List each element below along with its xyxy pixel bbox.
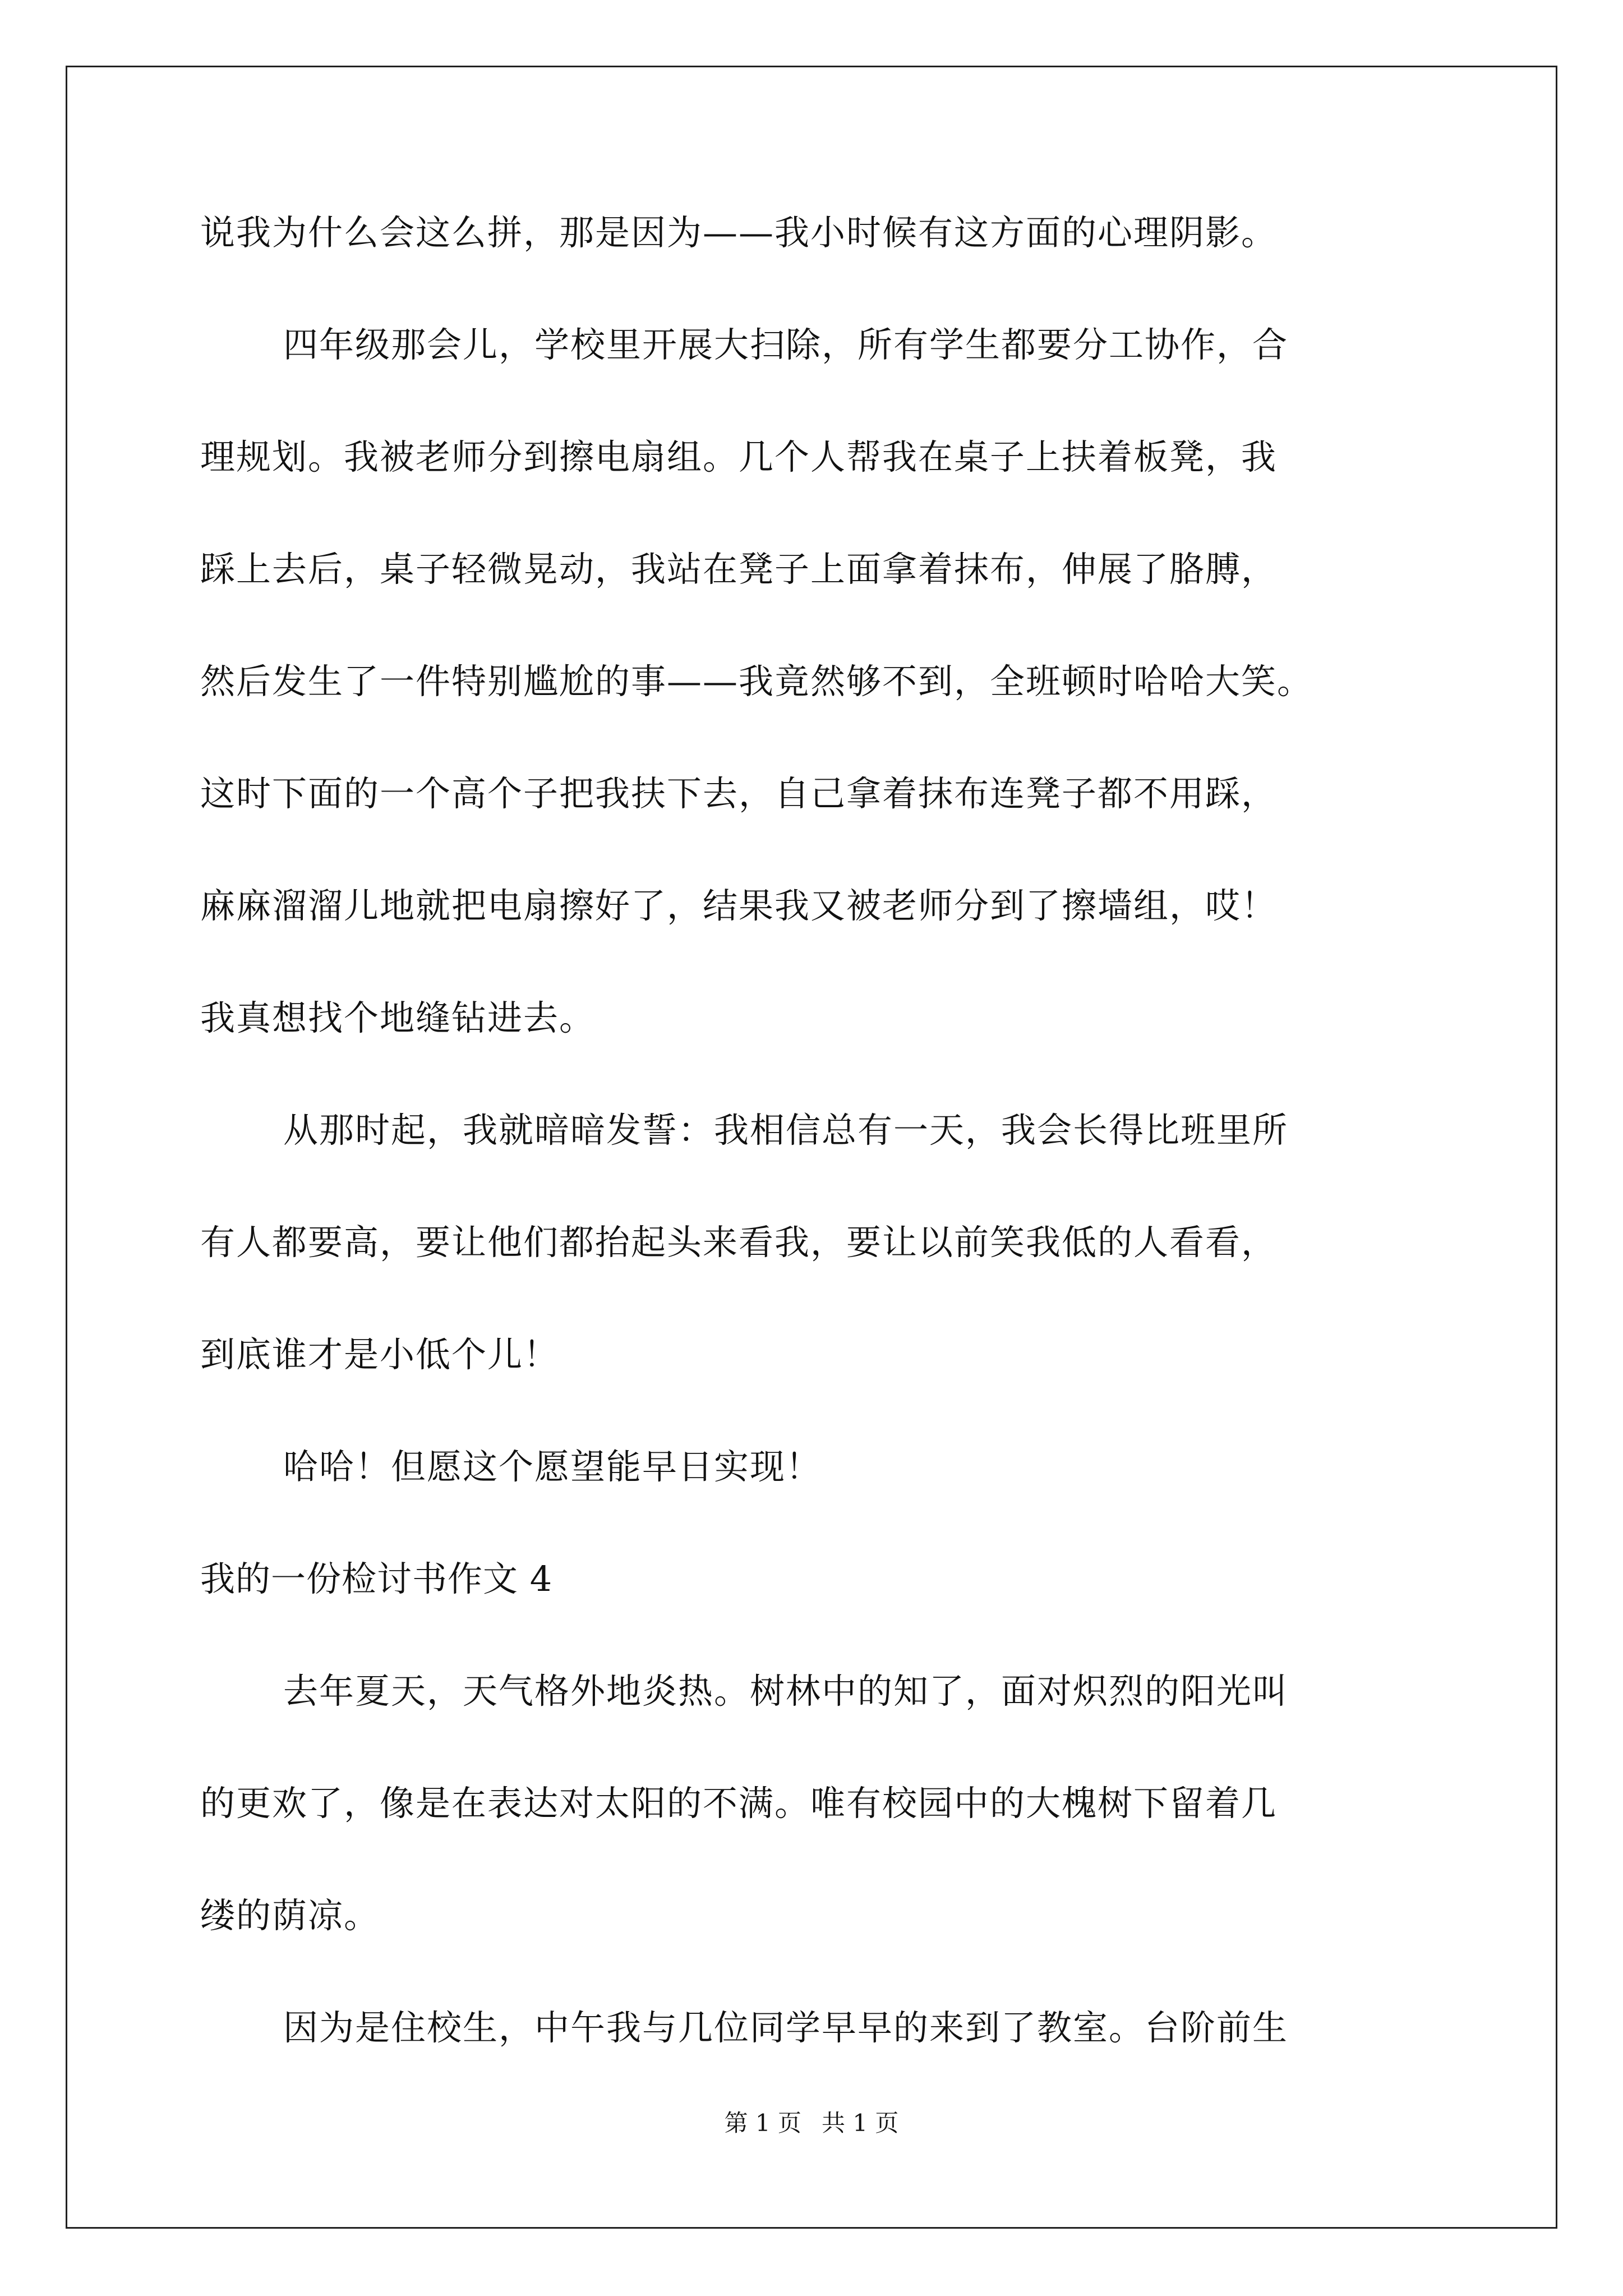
text-line: 然后发生了一件特别尴尬的事——我竟然够不到，全班顿时哈哈大笑。 [200, 661, 1313, 702]
paragraph-start-line: 四年级那会儿，学校里开展大扫除，所有学生都要分工协作，合 [283, 324, 1289, 365]
paragraph-start-line: 从那时起，我就暗暗发誓：我相信总有一天，我会长得比班里所 [283, 1110, 1289, 1151]
text-line: 的更欢了，像是在表达对太阳的不满。唯有校园中的大槐树下留着几 [200, 1783, 1278, 1824]
paragraph-start-line: 哈哈！但愿这个愿望能早日实现！ [283, 1446, 822, 1487]
text-line: 有人都要高，要让他们都抬起头来看我，要让以前笑我低的人看看， [200, 1222, 1278, 1263]
text-line: 理规划。我被老师分到擦电扇组。几个人帮我在桌子上扶着板凳，我 [200, 436, 1278, 477]
paragraph-start-line: 因为是住校生，中午我与几位同学早早的来到了教室。台阶前生 [283, 2007, 1289, 2048]
text-line: 踩上去后，桌子轻微晃动，我站在凳子上面拿着抹布，伸展了胳膊， [200, 549, 1278, 590]
text-line: 说我为什么会这么拼，那是因为——我小时候有这方面的心理阴影。 [200, 212, 1278, 253]
text-line: 到底谁才是小低个儿！ [200, 1334, 560, 1375]
page-total: 共 1 页 [822, 2109, 899, 2137]
text-line: 缕的荫凉。 [200, 1895, 380, 1936]
text-line: 这时下面的一个高个子把我扶下去，自己拿着抹布连凳子都不用踩， [200, 773, 1278, 814]
section-title: 我的一份检讨书作文 4 [200, 1558, 553, 1599]
text-line: 我真想找个地缝钻进去。 [200, 997, 596, 1038]
text-line: 麻麻溜溜儿地就把电扇擦好了，结果我又被老师分到了擦墙组，哎！ [200, 885, 1278, 926]
paragraph-start-line: 去年夏天，天气格外地炎热。树林中的知了，面对炽烈的阳光叫 [283, 1671, 1289, 1711]
page-number: 第 1 页 [724, 2109, 801, 2137]
page-footer [0, 2106, 1623, 2140]
